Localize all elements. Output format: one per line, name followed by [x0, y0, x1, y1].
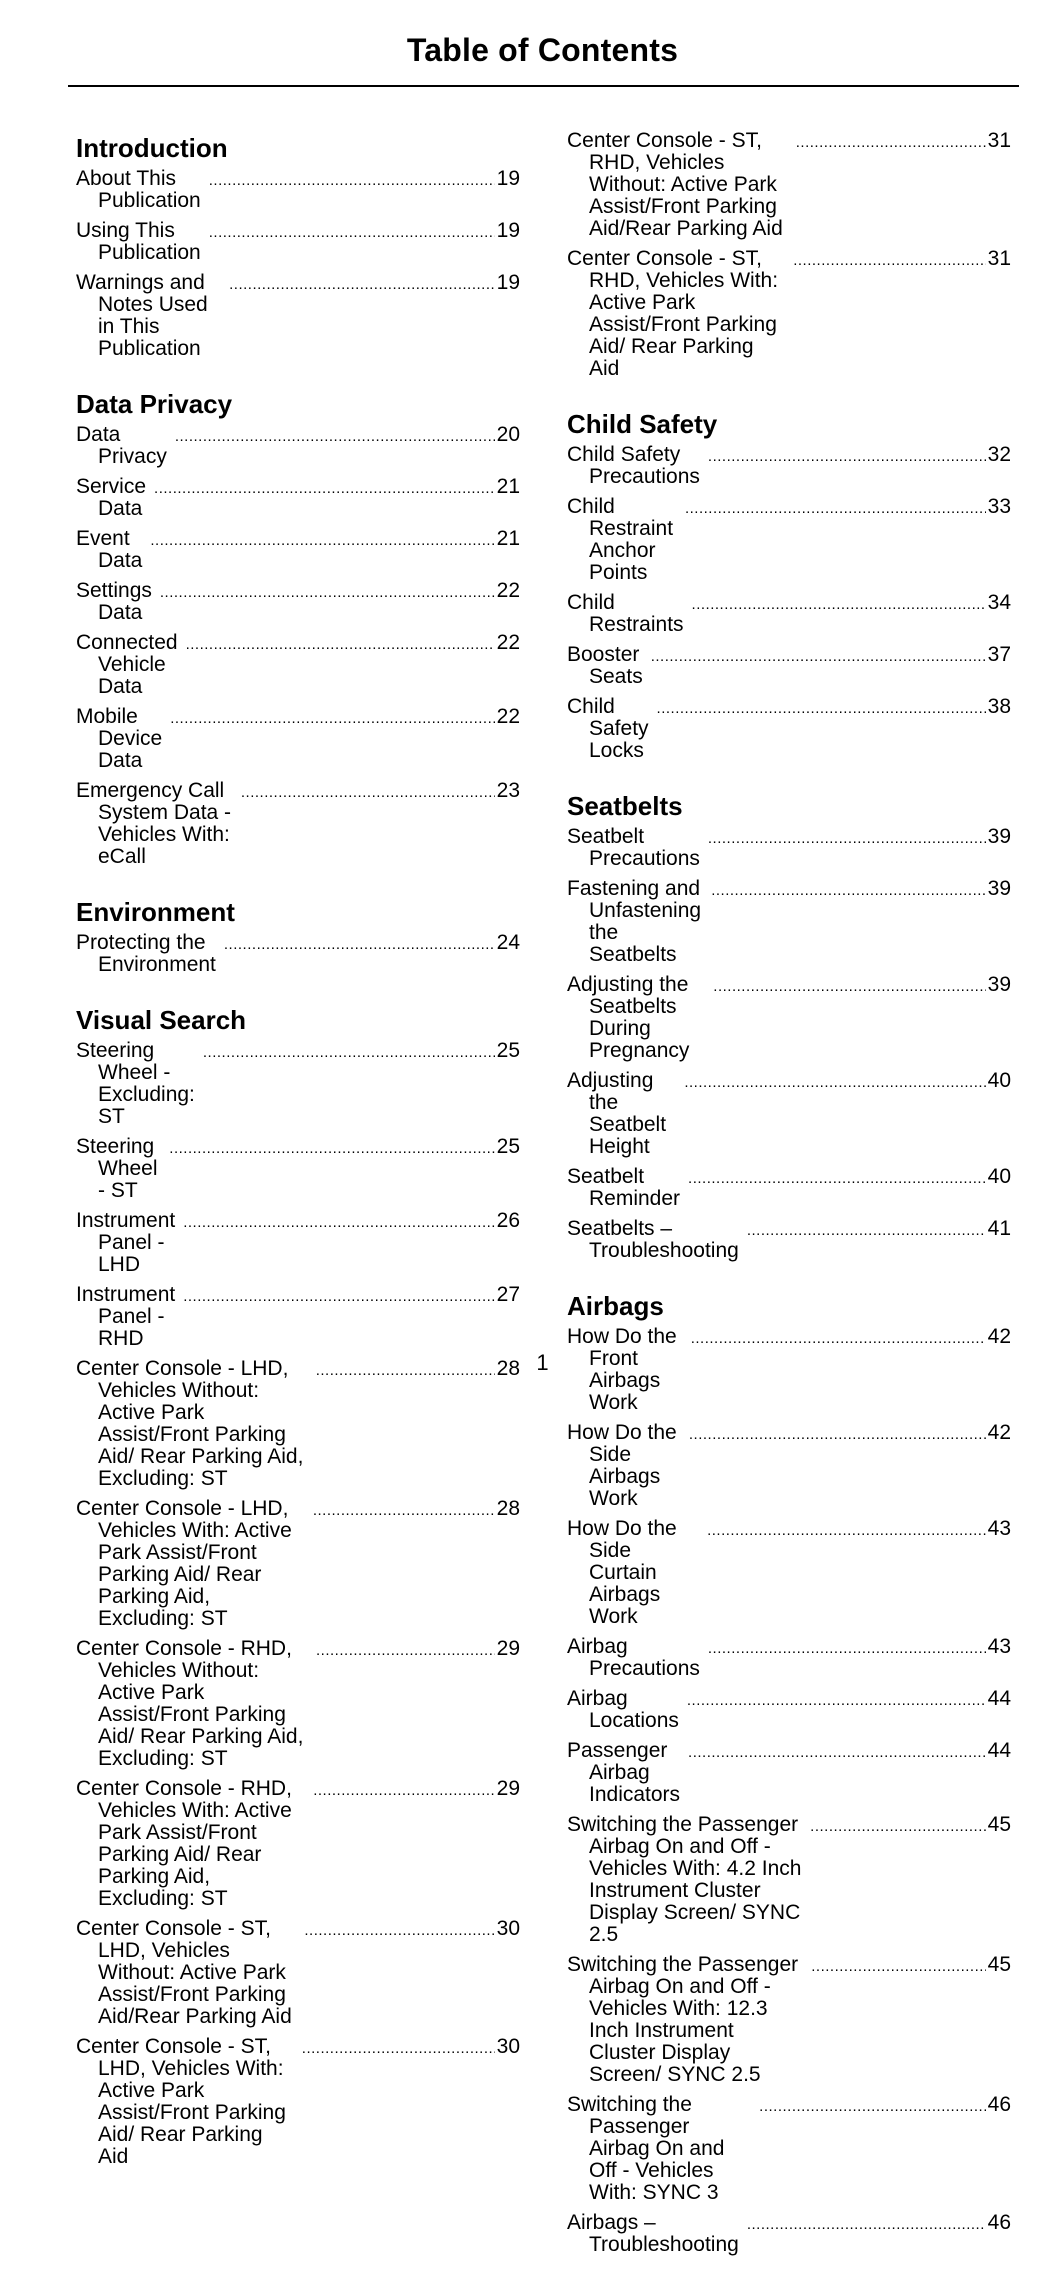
dot-leader: [713, 974, 985, 998]
toc-entry-title: Instrument Panel - RHD: [76, 1283, 176, 1350]
toc-entry[interactable]: [567, 1218, 1011, 1270]
toc-entry-title: Child Restraints: [567, 591, 684, 636]
toc-entry-page: 39: [987, 973, 1011, 996]
toc-entry[interactable]: [76, 1358, 520, 1498]
section-heading: Seatbelts: [567, 791, 683, 821]
toc-entry-title: Seatbelt Precautions: [567, 825, 700, 870]
toc-entry-title: Center Console - ST, LHD, Vehicles With: Active Park Assist/Front Parking Aid/ Rear Parking Aid: [76, 2035, 286, 2168]
toc-entry-page: 20: [496, 423, 520, 446]
toc-entry-page: 33: [987, 495, 1011, 518]
toc-entry-page: 24: [496, 931, 520, 954]
toc-entry-title: Seatbelt Reminder: [567, 1165, 681, 1210]
toc-entry[interactable]: [76, 424, 520, 476]
toc-entry-page: 46: [987, 2211, 1011, 2234]
dot-leader: [810, 1814, 985, 1838]
toc-entry[interactable]: [567, 592, 1011, 644]
toc-entry-title: Center Console - LHD, Vehicles Without: Active Park Assist/Front Parking Aid/ Rear Parking Aid, Excluding: ST: [76, 1357, 304, 1490]
toc-entry-title: Seatbelts – Troubleshooting: [567, 1217, 739, 1262]
toc-entry-title: Service Data: [76, 475, 147, 520]
toc-entry[interactable]: [567, 130, 1011, 248]
toc-entry[interactable]: [76, 1136, 520, 1210]
toc-entry-page: 43: [987, 1635, 1011, 1658]
toc-entry-page: 37: [987, 643, 1011, 666]
toc-entry[interactable]: [567, 826, 1011, 878]
toc-left-column: [76, 130, 520, 2194]
toc-entry-page: 19: [496, 167, 520, 190]
dot-leader: [302, 2036, 495, 2060]
section-heading: Child Safety: [567, 409, 718, 439]
toc-entry-page: 40: [987, 1069, 1011, 1092]
toc-right-column: [567, 130, 1011, 2282]
toc-entry-title: Center Console - RHD, Vehicles With: Active Park Assist/Front Parking Aid/ Rear Parking Aid, Excluding: ST: [76, 1777, 292, 1910]
toc-entry[interactable]: [76, 220, 520, 272]
dot-leader: [747, 2212, 986, 2236]
toc-entry-title: Child Safety Precautions: [567, 443, 700, 488]
toc-entry[interactable]: [567, 696, 1011, 770]
dot-leader: [708, 1636, 986, 1660]
toc-section-data-privacy: [76, 386, 520, 876]
dot-leader: [203, 1040, 495, 1064]
toc-entry[interactable]: [76, 1498, 520, 1638]
toc-entry[interactable]: [76, 632, 520, 706]
toc-entry-page: 27: [496, 1283, 520, 1306]
toc-section-introduction: [76, 130, 520, 368]
toc-entry[interactable]: [76, 2036, 520, 2176]
toc-section-airbags: [567, 1288, 1011, 2264]
toc-entry-title: Instrument Panel - LHD: [76, 1209, 176, 1276]
dot-leader: [316, 1638, 495, 1662]
dot-leader: [183, 1284, 494, 1308]
dot-leader: [175, 424, 495, 448]
dot-leader: [689, 1422, 986, 1446]
dot-leader: [183, 1210, 494, 1234]
toc-entry-title: Airbag Precautions: [567, 1635, 700, 1680]
toc-entry[interactable]: [76, 780, 520, 876]
toc-entry-page: 31: [987, 247, 1011, 270]
dot-leader: [747, 1218, 986, 1242]
toc-entry-page: 30: [496, 2035, 520, 2058]
toc-entry-page: 40: [987, 1165, 1011, 1188]
dot-leader: [793, 248, 985, 272]
toc-entry[interactable]: [76, 1040, 520, 1136]
toc-entry[interactable]: [567, 2212, 1011, 2264]
dot-leader: [313, 1498, 495, 1522]
toc-entry-page: 39: [987, 877, 1011, 900]
toc-entry-page: 45: [987, 1813, 1011, 1836]
toc-entry[interactable]: [76, 706, 520, 780]
toc-entry[interactable]: [567, 974, 1011, 1070]
dot-leader: [657, 696, 986, 720]
toc-entry-page: 39: [987, 825, 1011, 848]
toc-entry[interactable]: [76, 580, 520, 632]
toc-entry-title: Child Safety Locks: [567, 695, 649, 762]
toc-entry[interactable]: [567, 1518, 1011, 1636]
toc-section-continued: [567, 130, 1011, 388]
toc-entry-title: How Do the Side Airbags Work: [567, 1421, 677, 1510]
dot-leader: [160, 580, 495, 604]
toc-entry-page: 29: [496, 1777, 520, 1800]
toc-entry-title: Adjusting the Seatbelts During Pregnancy: [567, 973, 690, 1062]
dot-leader: [759, 2094, 985, 2118]
toc-entry-title: Center Console - ST, LHD, Vehicles Without: Active Park Assist/Front Parking Aid/Rear Parking Aid: [76, 1917, 292, 2028]
dot-leader: [707, 1518, 986, 1542]
title-divider: [68, 85, 1019, 87]
toc-entry[interactable]: [567, 1814, 1011, 1954]
toc-entry-page: 42: [987, 1421, 1011, 1444]
toc-entry-page: 34: [987, 591, 1011, 614]
toc-entry-page: 22: [496, 579, 520, 602]
toc-entry-page: 23: [496, 779, 520, 802]
toc-entry-page: 21: [496, 475, 520, 498]
dot-leader: [170, 706, 494, 730]
dot-leader: [708, 444, 986, 468]
toc-entry-title: Using This Publication: [76, 219, 201, 264]
toc-entry-title: Emergency Call System Data - Vehicles With: eCall: [76, 779, 232, 868]
toc-entry-page: 46: [987, 2093, 1011, 2116]
toc-entry-title: Booster Seats: [567, 643, 643, 688]
dot-leader: [209, 220, 495, 244]
toc-entry[interactable]: [567, 444, 1011, 496]
dot-leader: [688, 1166, 986, 1190]
toc-entry[interactable]: [567, 644, 1011, 696]
toc-entry[interactable]: [76, 1210, 520, 1284]
toc-entry[interactable]: [567, 1070, 1011, 1166]
toc-entry[interactable]: [567, 1954, 1011, 2094]
toc-entry-title: Switching the Passenger Airbag On and Off - Vehicles With: 4.2 Inch Instrument Cluster Display Screen/ SYNC 2.5: [567, 1813, 802, 1946]
toc-entry-title: Settings Data: [76, 579, 152, 624]
dot-leader: [169, 1136, 494, 1160]
toc-entry-title: Center Console - LHD, Vehicles With: Active Park Assist/Front Parking Aid/ Rear Parking Aid, Excluding: ST: [76, 1497, 292, 1630]
toc-entry-page: 32: [987, 443, 1011, 466]
toc-entry[interactable]: [567, 496, 1011, 592]
toc-entry[interactable]: [76, 932, 520, 984]
dot-leader: [684, 1070, 985, 1094]
dot-leader: [691, 1326, 986, 1350]
toc-entry[interactable]: [567, 1166, 1011, 1218]
toc-entry-page: 41: [987, 1217, 1011, 1240]
toc-entry[interactable]: [567, 1636, 1011, 1688]
toc-entry[interactable]: [76, 1778, 520, 1918]
section-heading: Introduction: [76, 133, 228, 163]
toc-entry-page: 44: [987, 1739, 1011, 1762]
toc-section-seatbelts: [567, 788, 1011, 1270]
toc-entry-title: Connected Vehicle Data: [76, 631, 178, 698]
dot-leader: [304, 1918, 494, 1942]
section-heading: Environment: [76, 897, 235, 927]
dot-leader: [209, 168, 495, 192]
toc-entry-page: 42: [987, 1325, 1011, 1348]
dot-leader: [711, 878, 985, 902]
toc-entry-title: Event Data: [76, 527, 143, 572]
section-heading: Airbags: [567, 1291, 664, 1321]
toc-entry-page: 21: [496, 527, 520, 550]
toc-entry[interactable]: [76, 1918, 520, 2036]
dot-leader: [708, 826, 986, 850]
toc-entry-title: Airbags – Troubleshooting: [567, 2211, 739, 2256]
toc-entry[interactable]: [76, 1284, 520, 1358]
toc-entry[interactable]: [76, 272, 520, 368]
toc-section-visual-search: [76, 1002, 520, 2176]
toc-entry-page: 25: [496, 1135, 520, 1158]
toc-entry-title: Airbag Locations: [567, 1687, 679, 1732]
toc-entry[interactable]: [76, 528, 520, 580]
toc-entry[interactable]: [567, 248, 1011, 388]
dot-leader: [685, 496, 986, 520]
toc-entry-page: 44: [987, 1687, 1011, 1710]
toc-entry[interactable]: [567, 878, 1011, 974]
toc-entry-title: Mobile Device Data: [76, 705, 163, 772]
toc-entry-title: Fastening and Unfastening the Seatbelts: [567, 877, 702, 966]
toc-entry-page: 28: [496, 1357, 520, 1380]
toc-entry-title: Center Console - ST, RHD, Vehicles With: Active Park Assist/Front Parking Aid/ Rear Parking Aid: [567, 247, 779, 380]
toc-entry-title: Passenger Airbag Indicators: [567, 1739, 681, 1806]
toc-entry-title: Warnings and Notes Used in This Publication: [76, 271, 208, 360]
toc-entry-page: 22: [496, 705, 520, 728]
dot-leader: [154, 476, 495, 500]
section-heading: Visual Search: [76, 1005, 247, 1035]
dot-leader: [186, 632, 495, 656]
toc-entry-page: 25: [496, 1039, 520, 1062]
dot-leader: [224, 932, 495, 956]
dot-leader: [687, 1688, 986, 1712]
toc-entry-title: Child Restraint Anchor Points: [567, 495, 674, 584]
toc-entry-title: Steering Wheel - ST: [76, 1135, 158, 1202]
toc-entry[interactable]: [567, 1740, 1011, 1814]
toc-entry-title: Switching the Passenger Airbag On and Off - Vehicles With: SYNC 3: [567, 2093, 725, 2204]
toc-entry-page: 22: [496, 631, 520, 654]
dot-leader: [811, 1954, 985, 1978]
toc-entry-page: 19: [496, 219, 520, 242]
toc-section-environment: [76, 894, 520, 984]
toc-entry[interactable]: [567, 1422, 1011, 1518]
toc-entry-title: Adjusting the Seatbelt Height: [567, 1069, 667, 1158]
toc-entry-title: How Do the Side Curtain Airbags Work: [567, 1517, 677, 1628]
toc-entry-title: Center Console - RHD, Vehicles Without: Active Park Assist/Front Parking Aid/ Rear Parking Aid, Excluding: ST: [76, 1637, 304, 1770]
dot-leader: [651, 644, 986, 668]
toc-entry-title: Data Privacy: [76, 423, 167, 468]
toc-entry-page: 43: [987, 1517, 1011, 1540]
dot-leader: [313, 1778, 494, 1802]
toc-entry-page: 38: [987, 695, 1011, 718]
toc-entry-page: 26: [496, 1209, 520, 1232]
toc-entry-page: 31: [987, 129, 1011, 152]
page-title: Table of Contents: [406, 32, 679, 68]
toc-entry[interactable]: [567, 1688, 1011, 1740]
dot-leader: [229, 272, 495, 296]
section-heading: Data Privacy: [76, 389, 233, 419]
toc-entry-title: How Do the Front Airbags Work: [567, 1325, 677, 1414]
toc-entry[interactable]: [76, 1638, 520, 1778]
dot-leader: [241, 780, 495, 804]
dot-leader: [796, 130, 986, 154]
toc-entry[interactable]: [76, 476, 520, 528]
toc-entry[interactable]: [567, 2094, 1011, 2212]
toc-entry-title: About This Publication: [76, 167, 201, 212]
dot-leader: [150, 528, 494, 552]
toc-entry-title: Switching the Passenger Airbag On and Off - Vehicles With: 12.3 Inch Instrument Cluster Display Screen/ SYNC 2.5: [567, 1953, 799, 2086]
toc-section-child-safety: [567, 406, 1011, 770]
toc-entry-title: Steering Wheel - Excluding: ST: [76, 1039, 195, 1128]
page-number: 1: [536, 1350, 549, 1375]
toc-entry-page: 30: [496, 1917, 520, 1940]
toc-entry-page: 45: [987, 1953, 1011, 1976]
toc-entry-page: 28: [496, 1497, 520, 1520]
toc-entry-title: Protecting the Environment: [76, 931, 216, 976]
dot-leader: [692, 592, 986, 616]
toc-entry-title: Center Console - ST, RHD, Vehicles Without: Active Park Assist/Front Parking Aid/Rear Parking Aid: [567, 129, 783, 240]
dot-leader: [688, 1740, 986, 1764]
toc-entry[interactable]: [76, 168, 520, 220]
toc-entry-page: 19: [496, 271, 520, 294]
toc-entry-page: 29: [496, 1637, 520, 1660]
